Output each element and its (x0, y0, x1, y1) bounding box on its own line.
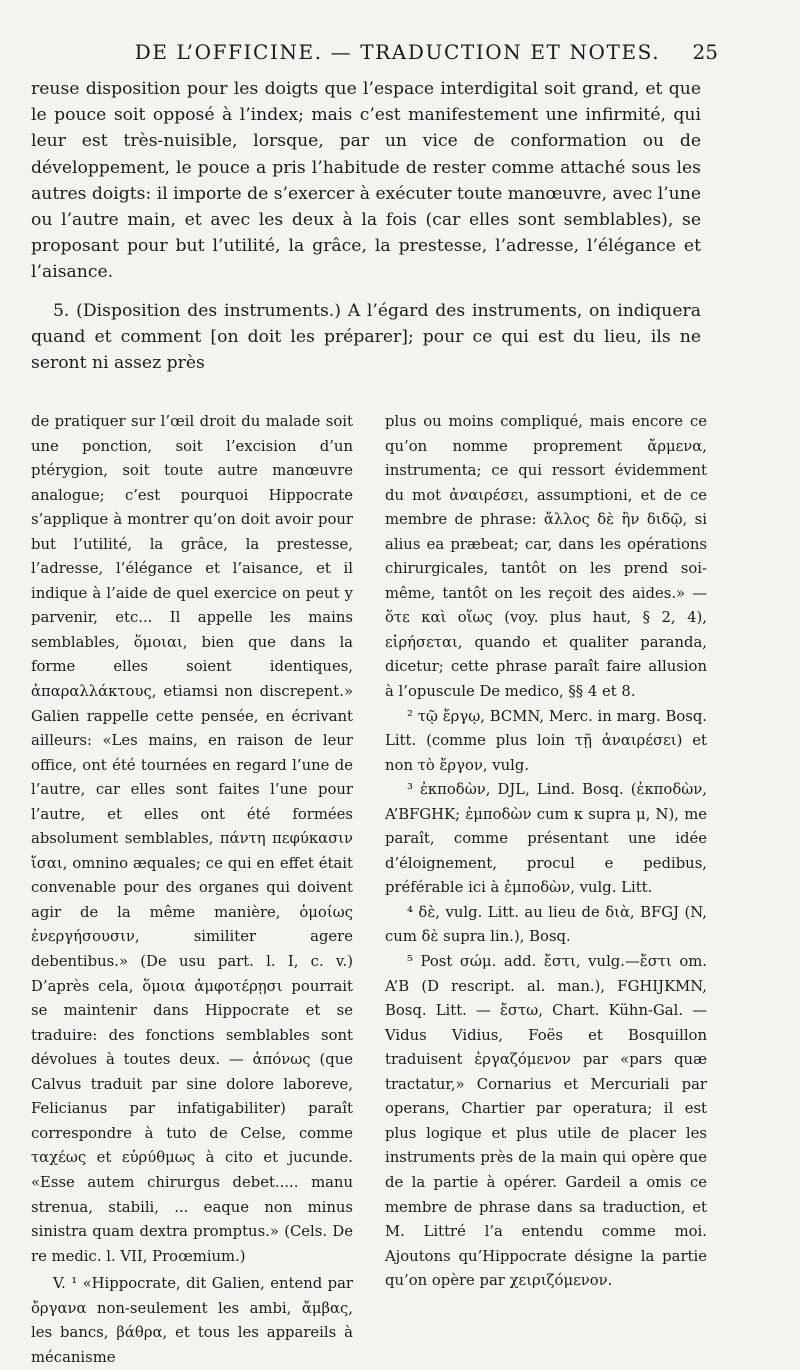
footnote-4: ⁴ δὲ, vulg. Litt. au lieu de διὰ, BFGJ (N, cum δὲ supra lin.), Bosq. (385, 903, 707, 946)
footnote-2: ² τῷ ἔργῳ, BCMN, Merc. in marg. Bosq. Litt. (comme plus loin τῇ ἀναιρέσει) et non τὸ ἔργον, vulg. (385, 707, 707, 774)
note-paragraph: V. ¹ «Hippocrate, dit Galien, entend par ὄργανα non-seulement les ambi, ἄμβας, les bancs, βάθρα, et tous les appareils à mécanisme (31, 1275, 353, 1366)
notes-right-column (385, 410, 707, 1294)
note-paragraph: de pratiquer sur l’œil droit du malade soit une ponction, soit l’excision d’un ptérygion, soit toute autre manœuvre analogue; c’est pourquoi Hippocrate s’applique à montrer qu’on doit avoir pour but l’utilité, la grâce, la prestesse, l’adresse, l’élégance et l’aisance, et il indique à l’aide de quel exercice on peut y parvenir, etc... Il appelle les mains semblables, ὅμοιαι, bien que dans la forme elles soient identiques, ἀπαραλλάκτους, etiamsi non discrepent.» Galien rappelle cette pensée, en écrivant ailleurs: «Les mains, en raison de leur office, ont été tournées en regard l’une de l’autre, car elles sont faites l’une pour l’autre, et elles ont été formées absolument semblables, πάντη πεφύκασιν ἴσαι, omnino æquales; ce qui en effet était convenable pour des organes qui doivent agir de la même manière, ὁμοίως ἐνεργήσουσιν, similiter agere debentibus.» (De usu part. l. I, c. v.) D’après cela, ὅμοια ἀμφοτέρῃσι pourrait se maintenir dans Hippocrate et se traduire: des fonctions semblables sont dévolues à toutes deux. — ἀπόνως (que Calvus traduit par sine dolore laboreve, Felicianus par infatigabiliter) paraît correspondre à tuto de Celse, comme ταχέως et εὐρύθμως à cito et jucunde. «Esse autem chirurgus debet..... manu strenua, stabili, ... eaque non minus sinistra quam dextra promptus.» (Cels. De re medic. l. VII, Proœmium.) (31, 413, 353, 1265)
footnote-3: ³ ἐκποδὼν, DJL, Lind. Bosq. (ἐκποδὼν, A’BFGHK; ἐμποδὼν cum κ supra μ, N), me paraît, comme présentant une idée d’éloignement, procul e pedibus, préférable ici à ἐμποδὼν, vulg. Litt. (385, 781, 707, 897)
running-title: DE L’OFFICINE. — TRADUCTION ET NOTES. (134, 40, 661, 64)
note-paragraph: plus ou moins compliqué, mais encore ce qu’on nomme proprement ἄρμενα, instrumenta; ce qui ressort évidemment du mot ἀναιρέσει, assumptioni, et de ce membre de phrase: ἄλλος δὲ ἢν διδῷ, si alius ea præbeat; car, dans les opérations chirurgicales, tantôt on les prend soi-même, tantôt on les reçoit des aides.» — ὅτε καὶ οἵως (voy. plus haut, § 2, 4), εἰρήσεται, quando et qualiter paranda, dicetur; cette phrase paraît faire allusion à l’opuscule De medico, §§ 4 et 8. (385, 413, 707, 701)
translation-paragraph-5: 5. (Disposition des instruments.) A l’égard des instruments, on indiquera quand et comment [on doit les préparer]; pour ce qui est du lieu, ils ne seront ni assez près (31, 301, 701, 374)
notes-left-column (31, 410, 353, 1370)
footnote-5: ⁵ Post σώμ. add. ἔστι, vulg.—ἔστι om. A’B (D rescript. al. man.), FGHIJKMN, Bosq. Litt. — ἔστω, Chart. Kühn-Gal. — Vidus Vidius, Foës et Bosquillon traduisent ἐργαζόμενον par «pars quæ tractatur,» Cornarius et Mercuriali par operans, Chartier par operatura; il est plus logique et plus utile de placer les instruments près de la main qui opère que de la partie à opérer. Gardeil a omis ce membre de phrase dans sa traduction, et M. Littré l’a entendu comme moi. Ajoutons qu’Hippocrate désigne la partie qu’on opère par χειριζόμενον. (385, 953, 707, 1290)
page-number: 25 (692, 40, 718, 64)
translation-paragraph-4: reuse disposition pour les doigts que l’espace interdigital soit grand, et que le pouce soit opposé à l’index; mais c’est manifestement une infirmité, qui leur est très-nuisible, lorsque, par un vice de conformation ou de développement, le pouce a pris l’habitude de rester comme attaché sous les autres doigts: il importe de s’exercer à exécuter toute manœuvre, avec l’une ou l’autre main, et avec les deux à la fois (car elles sont semblables), se proposant pour but l’utilité, la grâce, la prestesse, l’adresse, l’élégance et l’aisance. (31, 79, 701, 283)
